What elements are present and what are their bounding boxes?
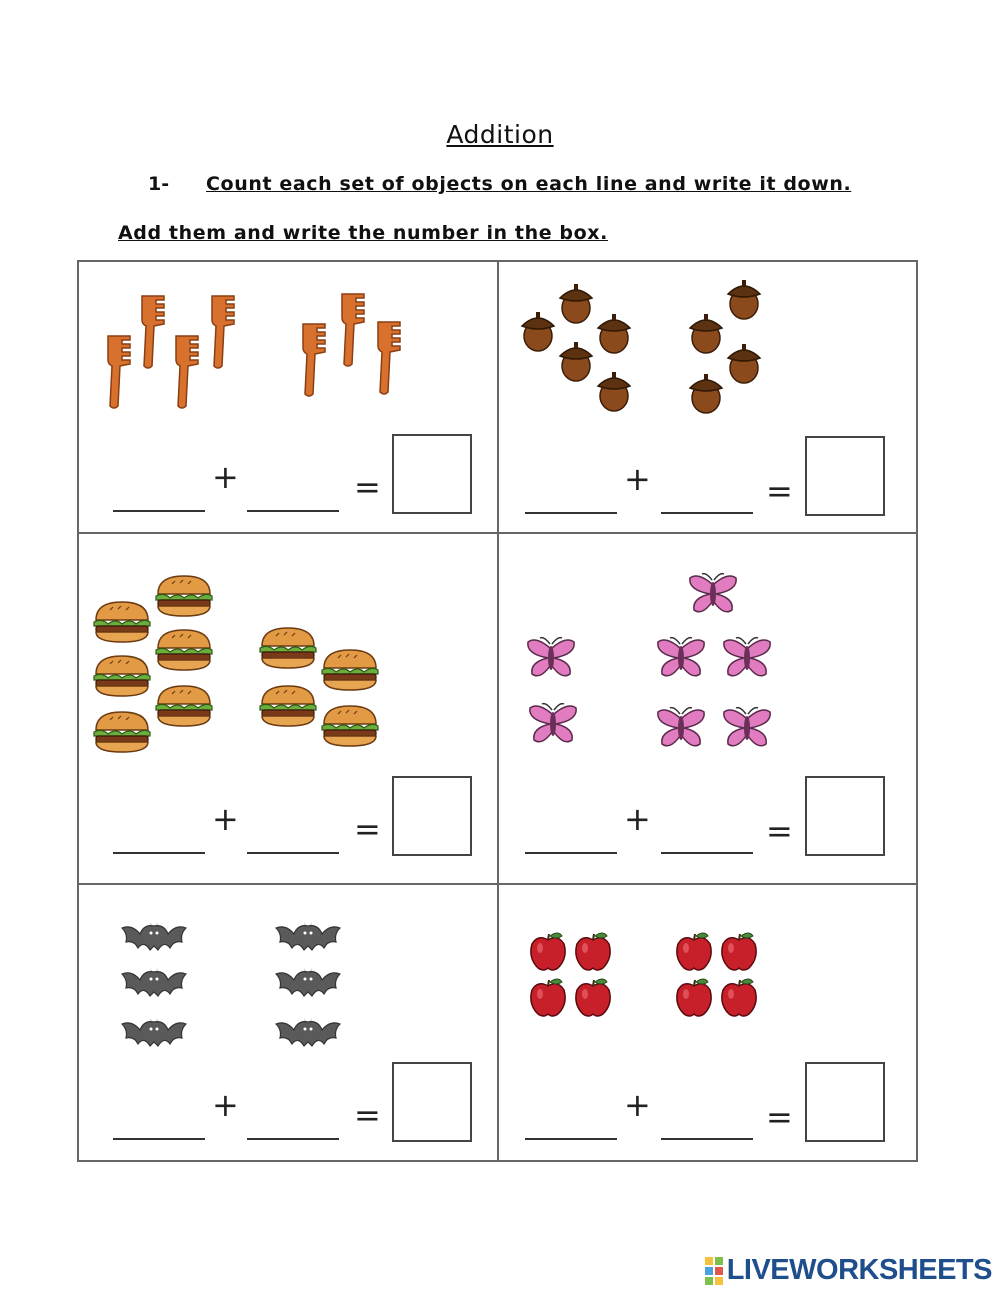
equation-5 [108,1058,528,1168]
apple-icon [677,979,711,1016]
plus-sign: + [212,800,239,838]
apple-icon [722,979,756,1016]
equation-3 [108,772,528,882]
equals-sign: = [766,812,793,850]
equals-sign: = [766,1098,793,1136]
instruction-line-1: Count each set of objects on each line and write it down. [206,173,852,195]
equals-sign: = [354,1096,381,1134]
answer-blank-left[interactable] [525,512,617,514]
logo-text: LIVEWORKSHEETS [726,1254,992,1286]
sum-answer-box[interactable] [392,776,472,856]
equals-sign: = [354,468,381,506]
apple-icon [677,933,711,970]
plus-sign: + [624,460,651,498]
answer-blank-right[interactable] [247,1138,339,1140]
logo-blocks-icon [705,1257,723,1285]
answer-blank-right[interactable] [247,852,339,854]
sum-answer-box[interactable] [805,1062,885,1142]
equals-sign: = [766,472,793,510]
liveworksheets-logo [705,1254,992,1287]
sum-answer-box[interactable] [805,436,885,516]
answer-blank-right[interactable] [247,510,339,512]
answer-blank-left[interactable] [113,1138,205,1140]
answer-blank-right[interactable] [661,512,753,514]
equation-2 [520,432,940,542]
plus-sign: + [212,1086,239,1124]
instruction-number: 1- [148,173,170,195]
answer-blank-left[interactable] [525,852,617,854]
answer-blank-right[interactable] [661,1138,753,1140]
plus-sign: + [624,1086,651,1124]
sum-answer-box[interactable] [805,776,885,856]
answer-blank-left[interactable] [525,1138,617,1140]
instruction-line-2: Add them and write the number in the box. [118,222,608,244]
sum-answer-box[interactable] [392,434,472,514]
worksheet-title: Addition [446,120,554,149]
equals-sign: = [354,810,381,848]
plus-sign: + [624,800,651,838]
answer-blank-left[interactable] [113,510,205,512]
sum-answer-box[interactable] [392,1062,472,1142]
apple-icon [722,933,756,970]
plus-sign: + [212,458,239,496]
answer-blank-left[interactable] [113,852,205,854]
equation-6 [520,1058,940,1168]
equation-1 [108,430,528,540]
answer-blank-right[interactable] [661,852,753,854]
equation-4 [520,772,940,882]
